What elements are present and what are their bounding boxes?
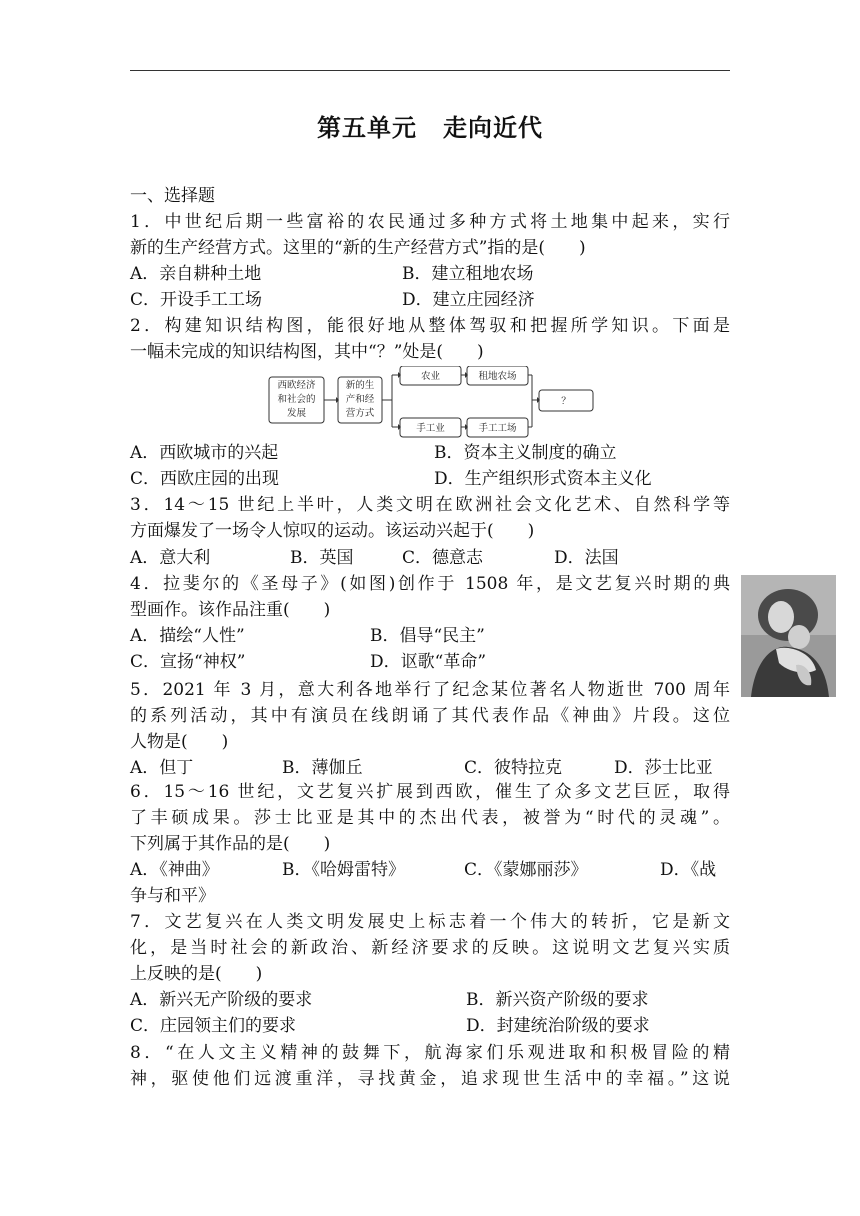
- q7-option-a: A．新兴无产阶级的要求: [130, 990, 313, 1010]
- page-title: [0, 108, 860, 143]
- q4-option-d: D．讴歌“革命”: [370, 652, 487, 672]
- knowledge-structure-diagram: [268, 366, 594, 438]
- q5-stem-line3: 人物是( ): [130, 732, 229, 752]
- q7-stem-line3: 上反映的是( ): [130, 964, 263, 984]
- q7-stem-line1: 7．文艺复兴在人类文明发展史上标志着一个伟大的转折，它是新文: [130, 912, 730, 932]
- q1-option-d: D．建立庄园经济: [402, 290, 535, 310]
- diagram-text-economy-3: 发展: [286, 408, 307, 419]
- q5-option-a: A．但丁: [130, 758, 194, 778]
- q6-stem-line2: 了丰硕成果。莎士比亚是其中的杰出代表，被誉为“时代的灵魂”。: [130, 808, 730, 828]
- q4-option-b: B．倡导“民主”: [370, 626, 485, 646]
- q6-option-b: B．《哈姆雷特》: [282, 860, 405, 880]
- q4-stem-line2: 型画作。该作品注重( ): [130, 600, 331, 620]
- q2-stem-line2: 一幅未完成的知识结构图，其中“？”处是( ): [130, 342, 484, 362]
- diagram-text-craft: 手工业: [416, 423, 445, 434]
- q6-option-a: A．《神曲》: [130, 860, 219, 880]
- q5-stem-line1: 5．2021 年 3 月，意大利各地举行了纪念某位著名人物逝世 700 周年: [130, 680, 730, 700]
- q5-option-d: D．莎士比亚: [614, 758, 713, 778]
- diagram-text-workshop: 手工工场: [478, 423, 517, 434]
- q6-stem-line1: 6．15～16 世纪，文艺复兴扩展到西欧，催生了众多文艺巨匠，取得: [130, 782, 730, 802]
- q1-option-b: B．建立租地农场: [402, 264, 534, 284]
- q5-option-b: B．薄伽丘: [282, 758, 363, 778]
- q2-option-a: A．西欧城市的兴起: [130, 443, 279, 463]
- diagram-text-unknown: ？: [561, 396, 571, 407]
- q7-option-d: D．封建统治阶级的要求: [466, 1016, 650, 1036]
- q6-option-c: C．《蒙娜丽莎》: [464, 860, 588, 880]
- q8-stem-line1: 8．“在人文主义精神的鼓舞下，航海家们乐观进取和积极冒险的精: [130, 1043, 730, 1063]
- diagram-text-agri: 农业: [420, 371, 441, 382]
- q1-option-a: A．亲自耕种土地: [130, 264, 262, 284]
- q4-option-c: C．宣扬“神权”: [130, 652, 246, 672]
- madonna-painting-image: [741, 575, 836, 697]
- q3-stem-line2: 方面爆发了一场令人惊叹的运动。该运动兴起于( ): [130, 521, 535, 541]
- header-rule: [130, 70, 730, 71]
- q7-option-b: B．新兴资产阶级的要求: [466, 990, 649, 1010]
- q5-option-c: C．彼特拉克: [464, 758, 563, 778]
- q4-stem-line1: 4．拉斐尔的《圣母子》(如图)创作于 1508 年，是文艺复兴时期的典: [130, 574, 730, 594]
- q3-option-b: B．英国: [290, 548, 354, 568]
- q3-option-c: C．德意志: [402, 548, 484, 568]
- diagram-text-farm: 租地农场: [478, 371, 517, 382]
- q3-stem-line1: 3．14～15 世纪上半叶，人类文明在欧洲社会文化艺术、自然科学等: [130, 495, 730, 515]
- q8-stem-line2: 神，驱使他们远渡重洋，寻找黄金，追求现世生活中的幸福。”这说: [130, 1069, 730, 1089]
- section-heading: 一、选择题: [130, 186, 215, 206]
- q1-stem-line2: 新的生产经营方式。这里的“新的生产经营方式”指的是( ): [130, 238, 586, 258]
- q3-option-d: D．法国: [554, 548, 619, 568]
- unit-number: 第五单元: [317, 114, 417, 142]
- q4-option-a: A．描绘“人性”: [130, 626, 245, 646]
- diagram-text-mode-3: 营方式: [345, 408, 375, 419]
- unit-name: 走向近代: [443, 114, 543, 142]
- q5-stem-line2: 的系列活动，其中有演员在线朗诵了其代表作品《神曲》片段。这位: [130, 706, 730, 726]
- q7-option-c: C．庄园领主们的要求: [130, 1016, 297, 1036]
- q2-option-d: D．生产组织形式资本主义化: [434, 469, 652, 489]
- diagram-text-mode-1: 新的生: [345, 380, 375, 391]
- q1-option-c: C．开设手工工场: [130, 290, 263, 310]
- q7-stem-line2: 化，是当时社会的新政治、新经济要求的反映。这说明文艺复兴实质: [130, 938, 730, 958]
- diagram-text-economy-2: 和社会的: [277, 394, 316, 405]
- q2-stem-line1: 2．构建知识结构图，能很好地从整体驾驭和把握所学知识。下面是: [130, 316, 730, 336]
- q6-option-d: D．《战: [660, 860, 717, 880]
- q3-option-a: A．意大利: [130, 548, 211, 568]
- q6-stem-line3: 下列属于其作品的是( ): [130, 834, 331, 854]
- q2-option-c: C．西欧庄园的出现: [130, 469, 280, 489]
- q1-stem-line1: 1．中世纪后期一些富裕的农民通过多种方式将土地集中起来，实行: [130, 212, 730, 232]
- q2-option-b: B．资本主义制度的确立: [434, 443, 617, 463]
- diagram-text-mode-2: 产和经: [345, 394, 375, 405]
- diagram-text-economy-1: 西欧经济: [277, 380, 316, 391]
- q6-option-d-cont: 争与和平》: [130, 886, 215, 906]
